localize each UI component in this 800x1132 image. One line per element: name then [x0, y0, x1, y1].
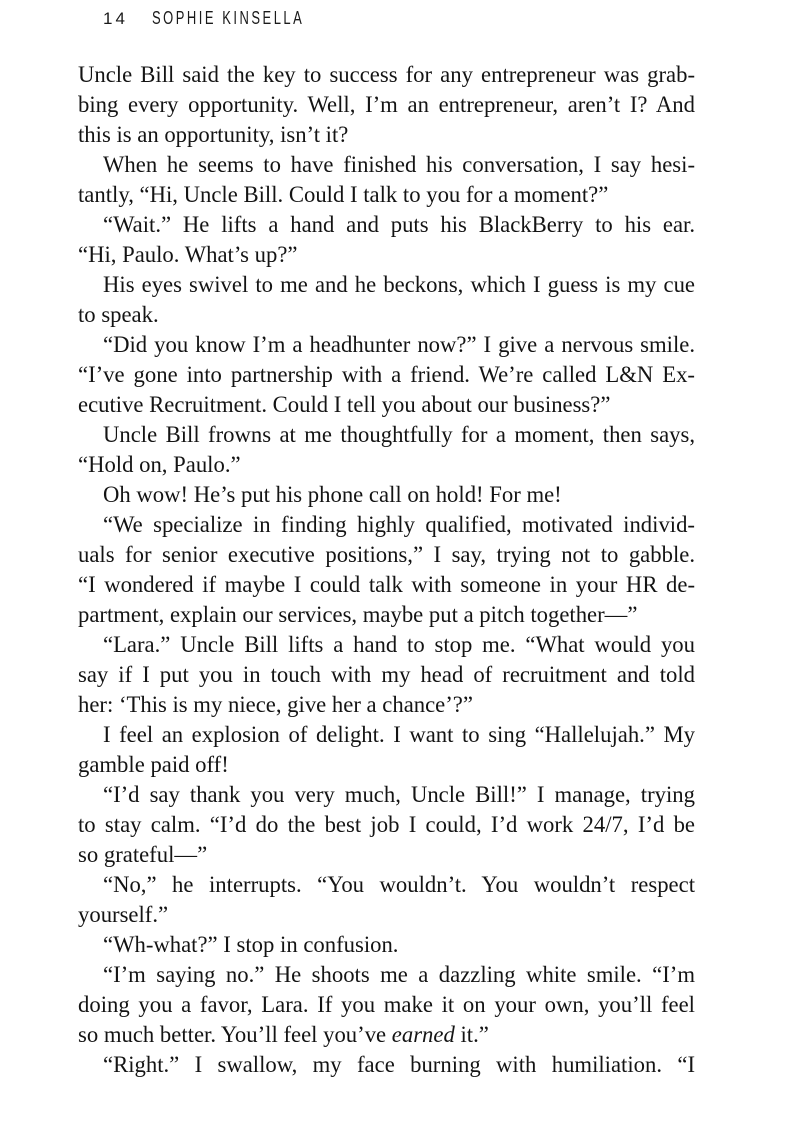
- text-line: [78, 210, 695, 240]
- text-line-content: her: ‘This is my niece, give her a chance’?”: [78, 692, 473, 717]
- text-line: [78, 990, 695, 1020]
- text-line: [78, 900, 695, 930]
- text-line: [78, 810, 695, 840]
- text-line-content: gamble paid off!: [78, 752, 229, 777]
- text-line: [78, 480, 695, 510]
- emphasized-word: earned: [391, 1022, 455, 1047]
- text-line-content: “We specialize in finding highly qualified, motivated individ-: [103, 512, 695, 537]
- text-line: [78, 630, 695, 660]
- text-line-tail: it.”: [454, 1022, 489, 1047]
- text-line-content: partment, explain our services, maybe put a pitch together—”: [78, 602, 638, 627]
- text-line-content: When he seems to have finished his conversation, I say hesi-: [103, 152, 695, 177]
- text-line: [78, 390, 695, 420]
- text-line-content: so grateful—”: [78, 842, 208, 867]
- text-line-content: Oh wow! He’s put his phone call on hold! For me!: [103, 482, 562, 507]
- text-line-content: doing you a favor, Lara. If you make it on your own, you’ll feel: [78, 992, 695, 1017]
- text-line: [78, 780, 695, 810]
- text-line-content: “Wait.” He lifts a hand and puts his BlackBerry to his ear.: [103, 212, 695, 237]
- text-line: [78, 150, 695, 180]
- text-line-content: bing every opportunity. Well, I’m an entrepreneur, aren’t I? And: [78, 92, 695, 117]
- text-line-content: “Did you know I’m a headhunter now?” I give a nervous smile.: [103, 332, 695, 357]
- text-line-content: this is an opportunity, isn’t it?: [78, 122, 349, 147]
- text-line: [78, 870, 695, 900]
- text-line: [78, 1050, 695, 1080]
- text-line: [78, 270, 695, 300]
- text-line: [78, 720, 695, 750]
- body-text: [78, 60, 695, 1080]
- text-line-content: to stay calm. “I’d do the best job I could, I’d work 24/7, I’d be: [78, 812, 695, 837]
- text-line-content: “I’m saying no.” He shoots me a dazzling white smile. “I’m: [103, 962, 695, 987]
- text-line: [78, 450, 695, 480]
- text-line-content: “I’ve gone into partnership with a friend. We’re called L&N Ex-: [78, 362, 695, 387]
- page-number: 14: [103, 9, 128, 28]
- text-line: [78, 240, 695, 270]
- text-line: [78, 1020, 695, 1050]
- text-line-content: tantly, “Hi, Uncle Bill. Could I talk to you for a moment?”: [78, 182, 609, 207]
- text-line-content: “Right.” I swallow, my face burning with humiliation. “I: [103, 1052, 695, 1077]
- text-line-content: His eyes swivel to me and he beckons, which I guess is my cue: [103, 272, 695, 297]
- text-line-content: Uncle Bill frowns at me thoughtfully for a moment, then says,: [103, 422, 695, 447]
- text-line-content: I feel an explosion of delight. I want to sing “Hallelujah.” My: [103, 722, 695, 747]
- text-line-content: “No,” he interrupts. “You wouldn’t. You wouldn’t respect: [103, 872, 695, 897]
- text-line-content: “I’d say thank you very much, Uncle Bill!” I manage, trying: [103, 782, 695, 807]
- text-line: [78, 660, 695, 690]
- text-line: [78, 330, 695, 360]
- text-line-content: uals for senior executive positions,” I say, trying not to gabble.: [78, 542, 695, 567]
- text-line-content: say if I put you in touch with my head of recruitment and told: [78, 662, 695, 687]
- text-line-content: “Hold on, Paulo.”: [78, 452, 241, 477]
- text-line-content: yourself.”: [78, 902, 169, 927]
- text-line: [78, 120, 695, 150]
- text-line: [78, 180, 695, 210]
- text-line-content: to speak.: [78, 302, 159, 327]
- text-line: [78, 540, 695, 570]
- running-header: [103, 8, 364, 34]
- text-line: [78, 420, 695, 450]
- text-line-content: “Lara.” Uncle Bill lifts a hand to stop me. “What would you: [103, 632, 695, 657]
- text-line-content: so much better. You’ll feel you’ve: [78, 1022, 392, 1047]
- text-line: [78, 960, 695, 990]
- text-line: [78, 600, 695, 630]
- text-line: [78, 570, 695, 600]
- text-line-content: Uncle Bill said the key to success for any entrepreneur was grab-: [78, 62, 695, 87]
- running-head-author: SOPHIE KINSELLA: [151, 8, 305, 28]
- text-line-content: ecutive Recruitment. Could I tell you about our business?”: [78, 392, 611, 417]
- text-line-content: “Hi, Paulo. What’s up?”: [78, 242, 298, 267]
- text-line: [78, 510, 695, 540]
- text-line-content: “Wh-what?” I stop in confusion.: [103, 932, 399, 957]
- text-line: [78, 60, 695, 90]
- text-line: [78, 840, 695, 870]
- text-line: [78, 930, 695, 960]
- text-line: [78, 360, 695, 390]
- text-line: [78, 90, 695, 120]
- text-line-content: “I wondered if maybe I could talk with someone in your HR de-: [78, 572, 695, 597]
- text-line: [78, 750, 695, 780]
- text-line: [78, 690, 695, 720]
- text-line: [78, 300, 695, 330]
